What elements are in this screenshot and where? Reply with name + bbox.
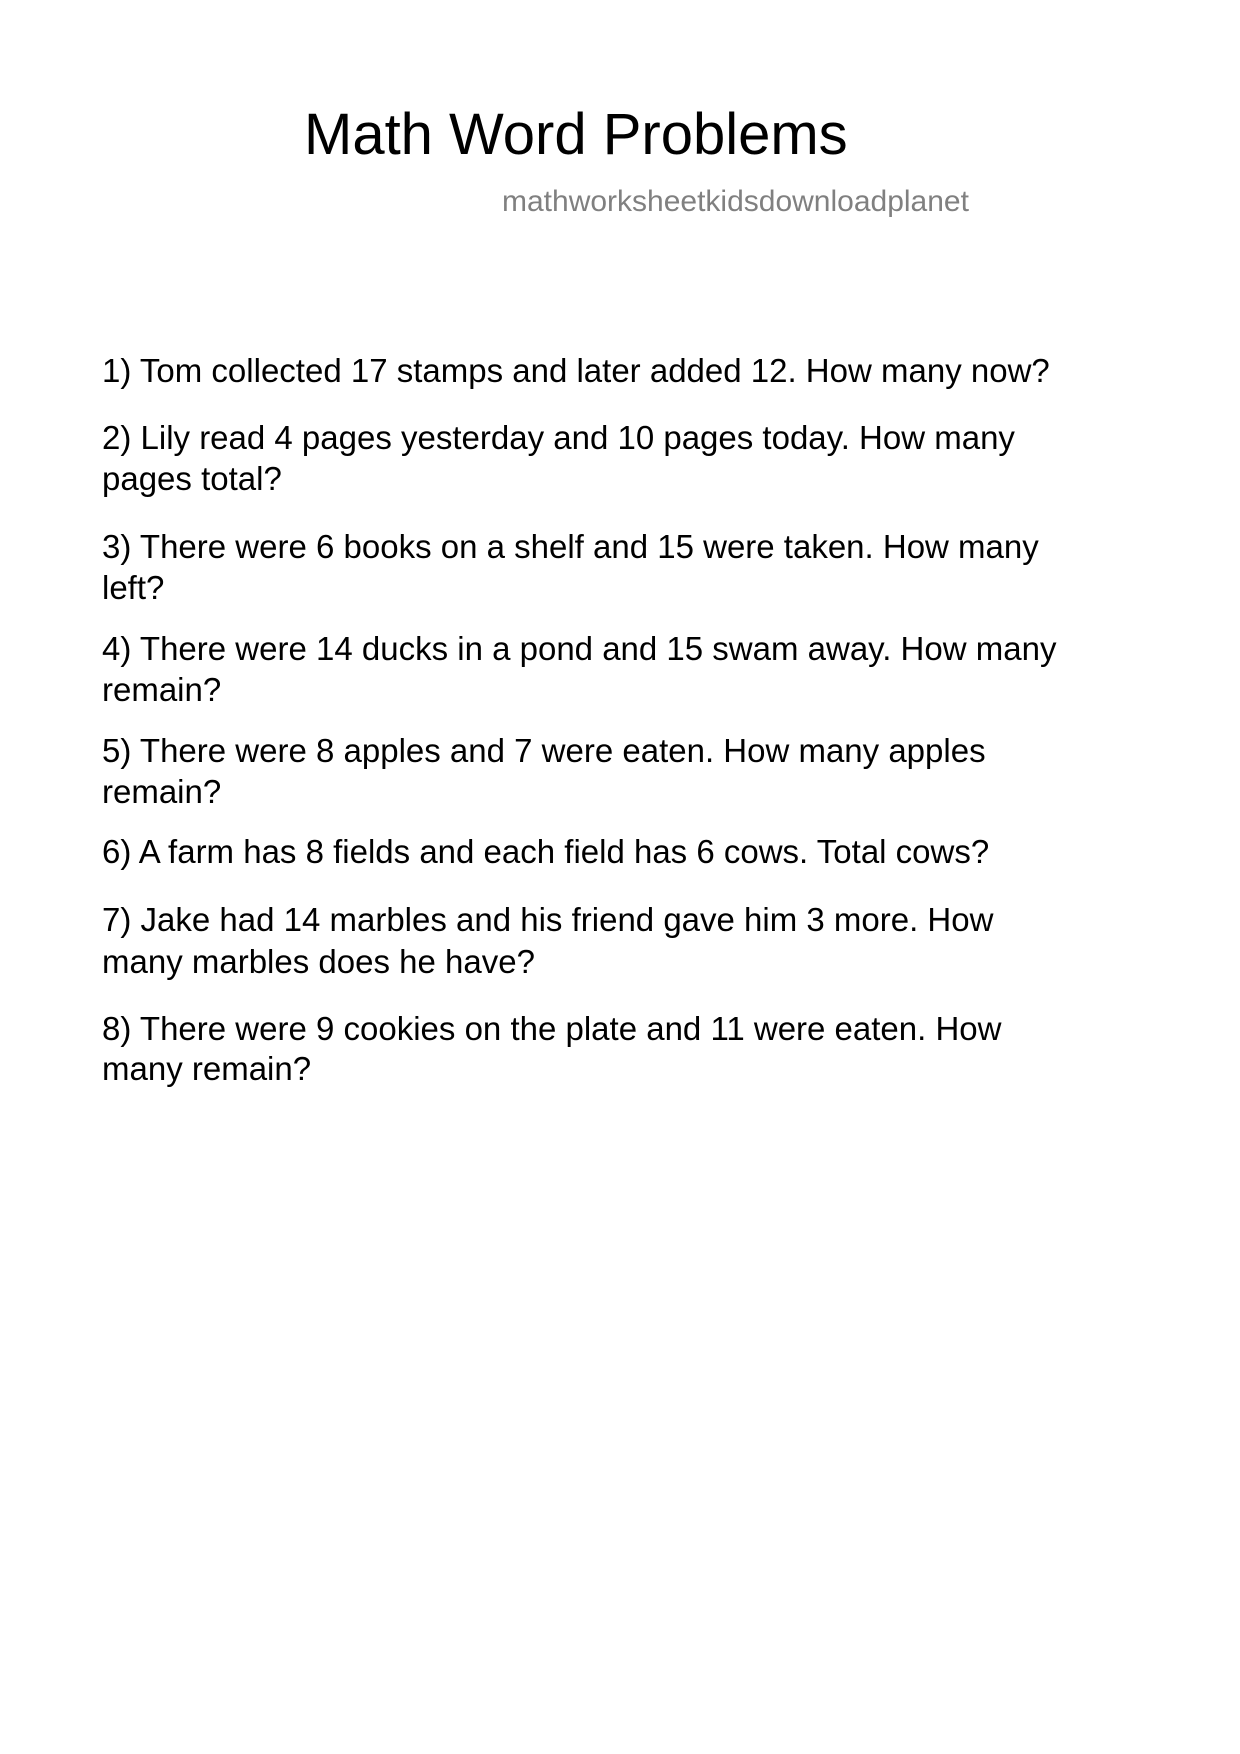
problem-text-line: 7) Jake had 14 marbles and his friend gave him 3 more. How bbox=[102, 901, 994, 938]
problem-text-line: remain? bbox=[102, 671, 222, 708]
problem-text-line: 8) There were 9 cookies on the plate and 11 were eaten. How bbox=[102, 1010, 1002, 1047]
problem-text-line: 5) There were 8 apples and 7 were eaten. How many apples bbox=[102, 732, 986, 769]
problem-text-line: 1) Tom collected 17 stamps and later added 12. How many now? bbox=[102, 352, 1050, 389]
page-subtitle: mathworksheetkidsdownloadplanet bbox=[502, 185, 969, 218]
problem-text-line: many remain? bbox=[102, 1050, 312, 1087]
page-title: Math Word Problems bbox=[304, 102, 848, 167]
problem-text-line: 4) There were 14 ducks in a pond and 15 swam away. How many bbox=[102, 630, 1057, 667]
problem-text-line: pages total? bbox=[102, 460, 282, 497]
problem-text-line: remain? bbox=[102, 773, 222, 810]
problem-text-line: 3) There were 6 books on a shelf and 15 were taken. How many bbox=[102, 528, 1039, 565]
problem-text-line: many marbles does he have? bbox=[102, 943, 535, 980]
problem-text-line: 2) Lily read 4 pages yesterday and 10 pages today. How many bbox=[102, 419, 1015, 456]
problem-text-line: 6) A farm has 8 fields and each field has 6 cows. Total cows? bbox=[102, 833, 990, 870]
problem-text-line: left? bbox=[102, 569, 165, 606]
